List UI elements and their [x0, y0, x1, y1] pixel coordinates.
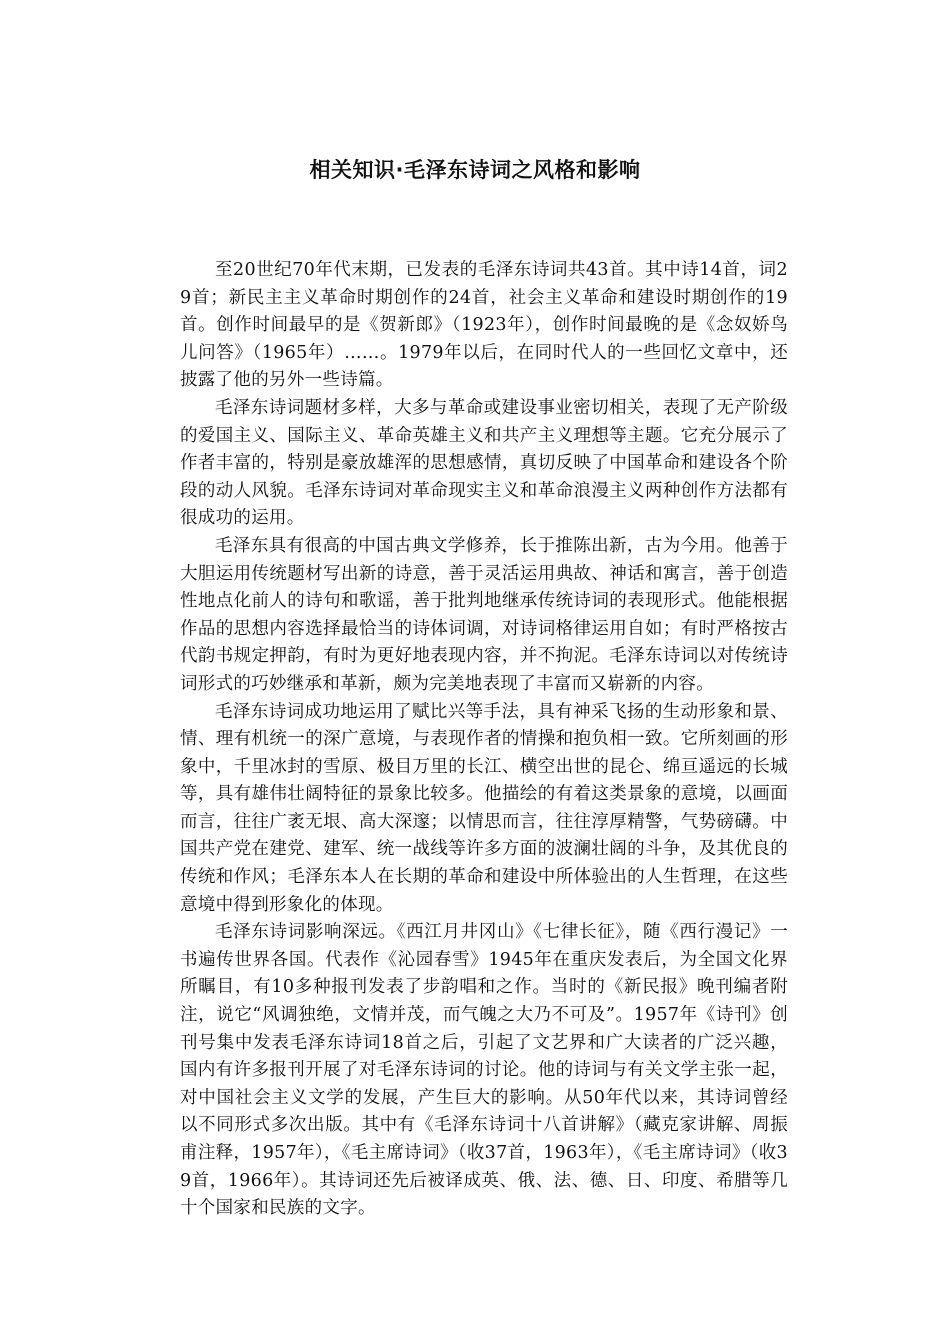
paragraph-1: 至20世纪70年代末期，已发表的毛泽东诗词共43首。其中诗14首，词29首；新民主主义革命时期创作的24首，社会主义革命和建设时期创作的19首。创作时间最早的是《贺新郎》（1923年），创作时间最晚的是《念奴娇鸟儿问答》（1965年）……。1979年以后，在同时代人的一些回忆文章中，还披露了他的另外一些诗篇。 — [180, 260, 788, 391]
paragraph-3: 毛泽东具有很高的中国古典文学修养，长于推陈出新，古为今用。他善于大胆运用传统题材写出新的诗意，善于灵活运用典故、神话和寓言，善于创造性地点化前人的诗句和歌谣，善于批判地继承传统诗词的表现形式。他能根据作品的思想内容选择最恰当的诗体词调，对诗词格律运用自如；有时严格按古代韵书规定押韵，有时为更好地表现内容，并不拘泥。毛泽东诗词以对传统诗词形式的巧妙继承和革新，颇为完美地表现了丰富而又崭新的内容。 — [180, 535, 788, 694]
page-title: 相关知识·毛泽东诗词之风格和影响 — [309, 158, 641, 182]
paragraph-4: 毛泽东诗词成功地运用了赋比兴等手法，具有神采飞扬的生动形象和景、情、理有机统一的深广意境，与表现作者的情操和抱负相一致。它所刻画的形象中，千里冰封的雪原、极目万里的长江、横空出世的昆仑、绵亘遥远的长城等，具有雄伟壮阔特征的景象比较多。他描绘的有着这类景象的意境，以画面而言，往往广袤无垠、高大深邃；以情思而言，往往淳厚精警，气势磅礴。中国共产党在建党、建军、统一战线等许多方面的波澜壮阔的斗争，及其优良的传统和作风；毛泽东本人在长期的革命和建设中所体验出的人生哲理，在这些意境中得到形象化的体现。 — [180, 701, 788, 915]
article-body — [180, 257, 788, 1223]
paragraph-2: 毛泽东诗词题材多样，大多与革命或建设事业密切相关，表现了无产阶级的爱国主义、国际主义、革命英雄主义和共产主义理想等主题。它充分展示了作者丰富的，特别是豪放雄浑的思想感情，真切反映了中国革命和建设各个阶段的动人风貌。毛泽东诗词对革命现实主义和革命浪漫主义两种创作方法都有很成功的运用。 — [180, 397, 788, 529]
paragraph-5: 毛泽东诗词影响深远。《西江月井冈山》《七律长征》，随《西行漫记》一书遍传世界各国。代表作《沁园春雪》1945年在重庆发表后，为全国文化界所瞩目，有10多种报刊发表了步韵唱和之作。当时的《新民报》晚刊编者附注，说它“风调独绝，文情并茂，而气魄之大乃不可及”。1957年《诗刊》创刊号集中发表毛泽东诗词18首之后，引起了文艺界和广大读者的广泛兴趣，国内有许多报刊开展了对毛泽东诗词的讨论。他的诗词与有关文学主张一起，对中国社会主义文学的发展，产生巨大的影响。从50年代以来，其诗词曾经以不同形式多次出版。其中有《毛泽东诗词十八首讲解》（藏克家讲解、周振甫注释，1957年），《毛主席诗词》（收37首，1963年），《毛主席诗词》（收39首，1966年）。其诗词还先后被译成英、俄、法、德、日、印度、希腊等几十个国家和民族的文字。 — [180, 922, 788, 1219]
